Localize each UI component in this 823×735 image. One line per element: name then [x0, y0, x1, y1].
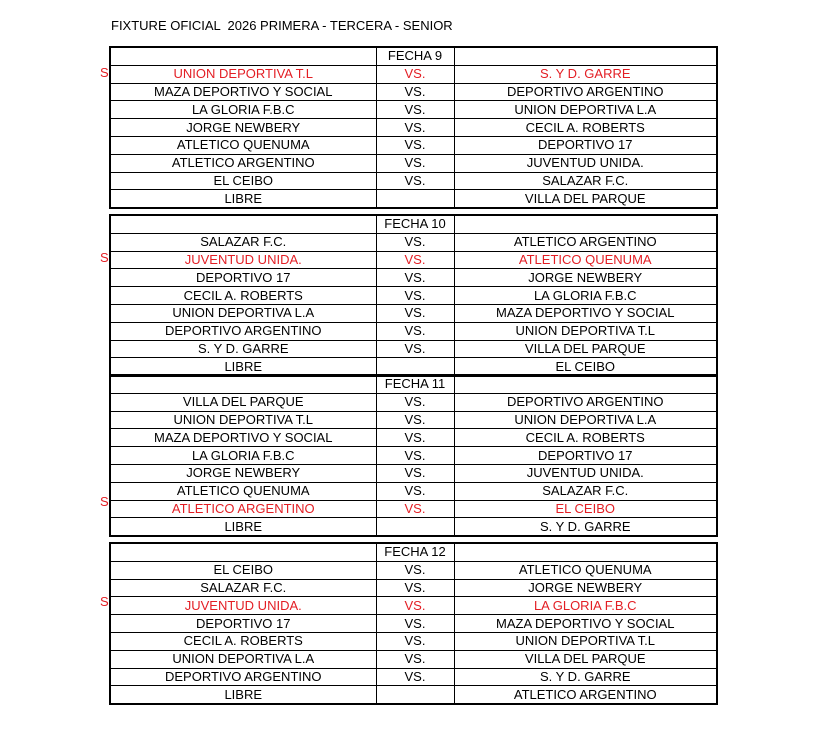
- home-team: DEPORTIVO ARGENTINO: [111, 668, 376, 686]
- vs-label: VS.: [376, 83, 454, 101]
- home-team: UNION DEPORTIVA L.A: [111, 304, 376, 322]
- vs-label: VS.: [376, 429, 454, 447]
- senior-marker: S: [100, 64, 109, 80]
- home-team: LA GLORIA F.B.C: [111, 101, 376, 119]
- vs-label: VS.: [376, 154, 454, 172]
- away-team: JORGE NEWBERY: [454, 579, 716, 597]
- header-empty-cell: [111, 48, 376, 65]
- vs-label: VS.: [376, 464, 454, 482]
- vs-label: VS.: [376, 101, 454, 119]
- header-empty-cell: [454, 48, 716, 65]
- match-row: [111, 154, 716, 172]
- away-team: UNION DEPORTIVA T.L: [454, 322, 716, 340]
- vs-label: VS.: [376, 65, 454, 83]
- home-team: EL CEIBO: [111, 561, 376, 579]
- home-team: ATLETICO QUENUMA: [111, 136, 376, 154]
- fecha-label: FECHA 11: [376, 376, 454, 393]
- away-team: JORGE NEWBERY: [454, 269, 716, 287]
- match-row: [111, 482, 716, 500]
- home-team: SALAZAR F.C.: [111, 579, 376, 597]
- home-team: LIBRE: [111, 518, 376, 535]
- away-team: MAZA DEPORTIVO Y SOCIAL: [454, 304, 716, 322]
- match-row: [111, 322, 716, 340]
- vs-label: VS.: [376, 287, 454, 305]
- away-team: ATLETICO QUENUMA: [454, 561, 716, 579]
- vs-label: VS.: [376, 650, 454, 668]
- home-team: LIBRE: [111, 190, 376, 207]
- away-team: ATLETICO ARGENTINO: [454, 686, 716, 703]
- page-title: FIXTURE OFICIAL 2026 PRIMERA - TERCERA - SENIOR: [111, 18, 453, 33]
- home-team: LA GLORIA F.B.C: [111, 447, 376, 465]
- match-row: [111, 668, 716, 686]
- match-row: [111, 172, 716, 190]
- away-team: CECIL A. ROBERTS: [454, 429, 716, 447]
- away-team: UNION DEPORTIVA L.A: [454, 411, 716, 429]
- away-team: DEPORTIVO ARGENTINO: [454, 393, 716, 411]
- vs-label: VS.: [376, 269, 454, 287]
- vs-label: VS.: [376, 322, 454, 340]
- home-team: DEPORTIVO 17: [111, 615, 376, 633]
- vs-label: VS.: [376, 172, 454, 190]
- match-row: [111, 119, 716, 137]
- header-empty-cell: [111, 544, 376, 561]
- home-team: JUVENTUD UNIDA.: [111, 251, 376, 269]
- away-team: ATLETICO ARGENTINO: [454, 233, 716, 251]
- home-team: DEPORTIVO 17: [111, 269, 376, 287]
- match-row: [111, 686, 716, 703]
- away-team: MAZA DEPORTIVO Y SOCIAL: [454, 615, 716, 633]
- match-row: [111, 429, 716, 447]
- away-team: UNION DEPORTIVA L.A: [454, 101, 716, 119]
- fecha-header-row: [111, 376, 716, 393]
- away-team: SALAZAR F.C.: [454, 482, 716, 500]
- home-team: S. Y D. GARRE: [111, 340, 376, 358]
- match-row: [111, 464, 716, 482]
- away-team: VILLA DEL PARQUE: [454, 340, 716, 358]
- away-team: ATLETICO QUENUMA: [454, 251, 716, 269]
- header-empty-cell: [111, 376, 376, 393]
- match-row: [111, 190, 716, 207]
- match-row: [111, 287, 716, 305]
- away-team: EL CEIBO: [454, 500, 716, 518]
- match-row: [111, 304, 716, 322]
- fecha-block: [109, 46, 718, 209]
- away-team: DEPORTIVO ARGENTINO: [454, 83, 716, 101]
- fecha-block: [109, 542, 718, 705]
- away-team: S. Y D. GARRE: [454, 668, 716, 686]
- away-team: DEPORTIVO 17: [454, 136, 716, 154]
- away-team: JUVENTUD UNIDA.: [454, 154, 716, 172]
- home-team: CECIL A. ROBERTS: [111, 287, 376, 305]
- match-row: [111, 358, 716, 375]
- fecha-header-row: [111, 216, 716, 233]
- match-row: [111, 251, 716, 269]
- header-empty-cell: [111, 216, 376, 233]
- vs-label: VS.: [376, 393, 454, 411]
- away-team: SALAZAR F.C.: [454, 172, 716, 190]
- vs-label: VS.: [376, 500, 454, 518]
- match-row: [111, 411, 716, 429]
- vs-label: [376, 686, 454, 703]
- home-team: UNION DEPORTIVA T.L: [111, 411, 376, 429]
- vs-label: VS.: [376, 251, 454, 269]
- vs-label: VS.: [376, 482, 454, 500]
- home-team: ATLETICO ARGENTINO: [111, 500, 376, 518]
- home-team: LIBRE: [111, 358, 376, 375]
- away-team: DEPORTIVO 17: [454, 447, 716, 465]
- vs-label: VS.: [376, 447, 454, 465]
- away-team: JUVENTUD UNIDA.: [454, 464, 716, 482]
- away-team: LA GLORIA F.B.C: [454, 287, 716, 305]
- vs-label: VS.: [376, 668, 454, 686]
- match-row: [111, 269, 716, 287]
- fecha-header-row: [111, 48, 716, 65]
- away-team: S. Y D. GARRE: [454, 65, 716, 83]
- fixture-table: [111, 48, 716, 207]
- vs-label: VS.: [376, 411, 454, 429]
- vs-label: [376, 518, 454, 535]
- home-team: JORGE NEWBERY: [111, 464, 376, 482]
- match-row: [111, 233, 716, 251]
- vs-label: VS.: [376, 136, 454, 154]
- fixture-table: [111, 216, 716, 375]
- home-team: JORGE NEWBERY: [111, 119, 376, 137]
- match-row: [111, 65, 716, 83]
- fecha-label: FECHA 12: [376, 544, 454, 561]
- match-row: [111, 597, 716, 615]
- home-team: SALAZAR F.C.: [111, 233, 376, 251]
- away-team: VILLA DEL PARQUE: [454, 190, 716, 207]
- fixture-table: [111, 376, 716, 535]
- fecha-label: FECHA 10: [376, 216, 454, 233]
- match-row: [111, 393, 716, 411]
- away-team: VILLA DEL PARQUE: [454, 650, 716, 668]
- vs-label: VS.: [376, 340, 454, 358]
- senior-marker: S: [100, 493, 109, 509]
- fecha-label: FECHA 9: [376, 48, 454, 65]
- header-empty-cell: [454, 376, 716, 393]
- header-empty-cell: [454, 216, 716, 233]
- match-row: [111, 500, 716, 518]
- home-team: ATLETICO QUENUMA: [111, 482, 376, 500]
- home-team: JUVENTUD UNIDA.: [111, 597, 376, 615]
- away-team: LA GLORIA F.B.C: [454, 597, 716, 615]
- fecha-block: [109, 374, 718, 537]
- home-team: ATLETICO ARGENTINO: [111, 154, 376, 172]
- match-row: [111, 136, 716, 154]
- match-row: [111, 561, 716, 579]
- vs-label: VS.: [376, 233, 454, 251]
- match-row: [111, 518, 716, 535]
- vs-label: VS.: [376, 119, 454, 137]
- vs-label: VS.: [376, 615, 454, 633]
- home-team: DEPORTIVO ARGENTINO: [111, 322, 376, 340]
- fecha-header-row: [111, 544, 716, 561]
- away-team: UNION DEPORTIVA T.L: [454, 632, 716, 650]
- match-row: [111, 340, 716, 358]
- match-row: [111, 83, 716, 101]
- header-empty-cell: [454, 544, 716, 561]
- match-row: [111, 632, 716, 650]
- home-team: MAZA DEPORTIVO Y SOCIAL: [111, 83, 376, 101]
- home-team: CECIL A. ROBERTS: [111, 632, 376, 650]
- senior-marker: S: [100, 594, 109, 610]
- vs-label: VS.: [376, 632, 454, 650]
- match-row: [111, 650, 716, 668]
- home-team: MAZA DEPORTIVO Y SOCIAL: [111, 429, 376, 447]
- away-team: EL CEIBO: [454, 358, 716, 375]
- away-team: S. Y D. GARRE: [454, 518, 716, 535]
- vs-label: VS.: [376, 561, 454, 579]
- match-row: [111, 615, 716, 633]
- vs-label: [376, 190, 454, 207]
- vs-label: VS.: [376, 597, 454, 615]
- match-row: [111, 579, 716, 597]
- home-team: LIBRE: [111, 686, 376, 703]
- vs-label: [376, 358, 454, 375]
- home-team: VILLA DEL PARQUE: [111, 393, 376, 411]
- fixture-table: [111, 544, 716, 703]
- away-team: CECIL A. ROBERTS: [454, 119, 716, 137]
- match-row: [111, 101, 716, 119]
- match-row: [111, 447, 716, 465]
- vs-label: VS.: [376, 579, 454, 597]
- home-team: EL CEIBO: [111, 172, 376, 190]
- fecha-block: [109, 214, 718, 377]
- vs-label: VS.: [376, 304, 454, 322]
- home-team: UNION DEPORTIVA T.L: [111, 65, 376, 83]
- senior-marker: S: [100, 249, 109, 265]
- home-team: UNION DEPORTIVA L.A: [111, 650, 376, 668]
